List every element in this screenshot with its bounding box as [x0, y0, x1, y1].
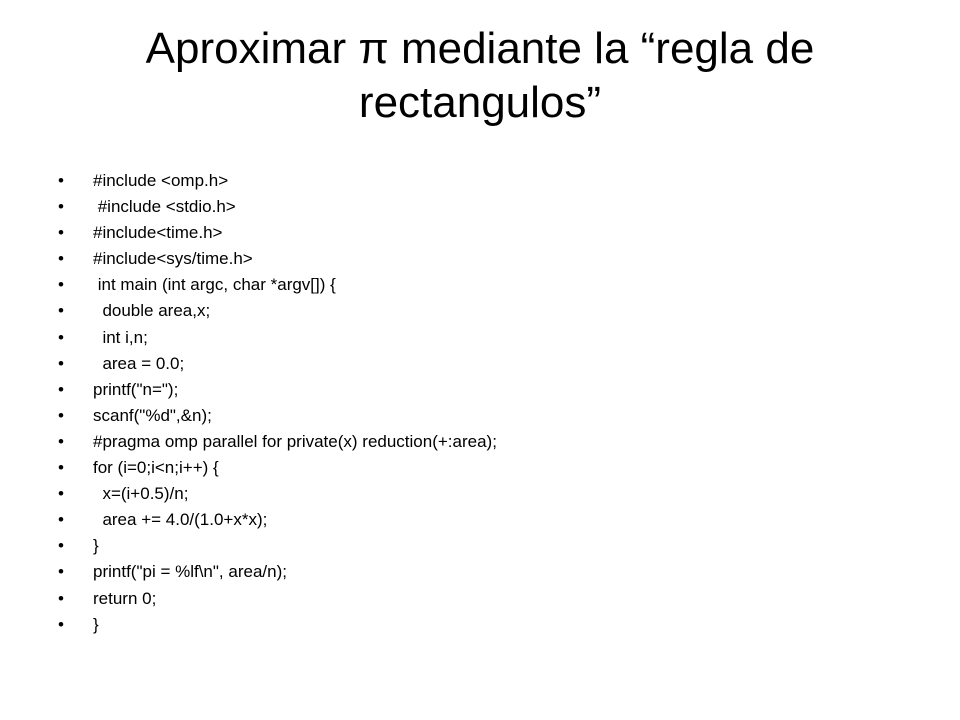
bullet-icon: • — [58, 275, 64, 295]
bullet-icon: • — [58, 197, 64, 217]
code-line: x=(i+0.5)/n; — [93, 484, 189, 504]
bullet-icon: • — [58, 484, 64, 504]
code-line: area += 4.0/(1.0+x*x); — [93, 510, 268, 530]
bullet-icon: • — [58, 614, 64, 634]
bullet-icon: • — [58, 458, 64, 478]
bullet-icon: • — [58, 562, 64, 582]
slide-title-line-2: rectangulos” — [358, 78, 602, 127]
slide-title — [40, 22, 920, 130]
bullet-icon: • — [58, 588, 64, 608]
bullet-icon: • — [58, 353, 64, 373]
bullet-icon: • — [58, 301, 64, 321]
code-line: #include<time.h> — [93, 223, 223, 243]
code-line: #pragma omp parallel for private(x) reduction(+:area); — [93, 431, 497, 451]
bullet-icon: • — [58, 405, 64, 425]
bullet-icon: • — [58, 510, 64, 530]
bullet-icon: • — [58, 431, 64, 451]
code-line: } — [93, 536, 99, 556]
code-line: #include <stdio.h> — [93, 197, 236, 217]
code-line: int main (int argc, char *argv[]) { — [93, 275, 336, 295]
code-line: } — [93, 614, 99, 634]
code-line: for (i=0;i<n;i++) { — [93, 458, 219, 478]
bullet-icon: • — [58, 171, 64, 190]
slide-title-line-1: Aproximar π mediante la “regla de — [145, 24, 815, 73]
code-line: printf("n="); — [93, 379, 179, 399]
code-line: double area,x; — [93, 301, 211, 321]
code-line: printf("pi = %lf\n", area/n); — [93, 562, 287, 582]
bullet-icon: • — [58, 327, 64, 347]
code-line: area = 0.0; — [93, 353, 185, 373]
code-line: #include<sys/time.h> — [93, 249, 253, 269]
code-line: #include <omp.h> — [93, 171, 229, 190]
bullet-icon: • — [58, 223, 64, 243]
bullet-icon: • — [58, 249, 64, 269]
code-line: int i,n; — [93, 327, 148, 347]
code-line: scanf("%d",&n); — [93, 405, 212, 425]
bullet-icon: • — [58, 379, 64, 399]
code-line: return 0; — [93, 588, 157, 608]
bullet-icon: • — [58, 536, 64, 556]
